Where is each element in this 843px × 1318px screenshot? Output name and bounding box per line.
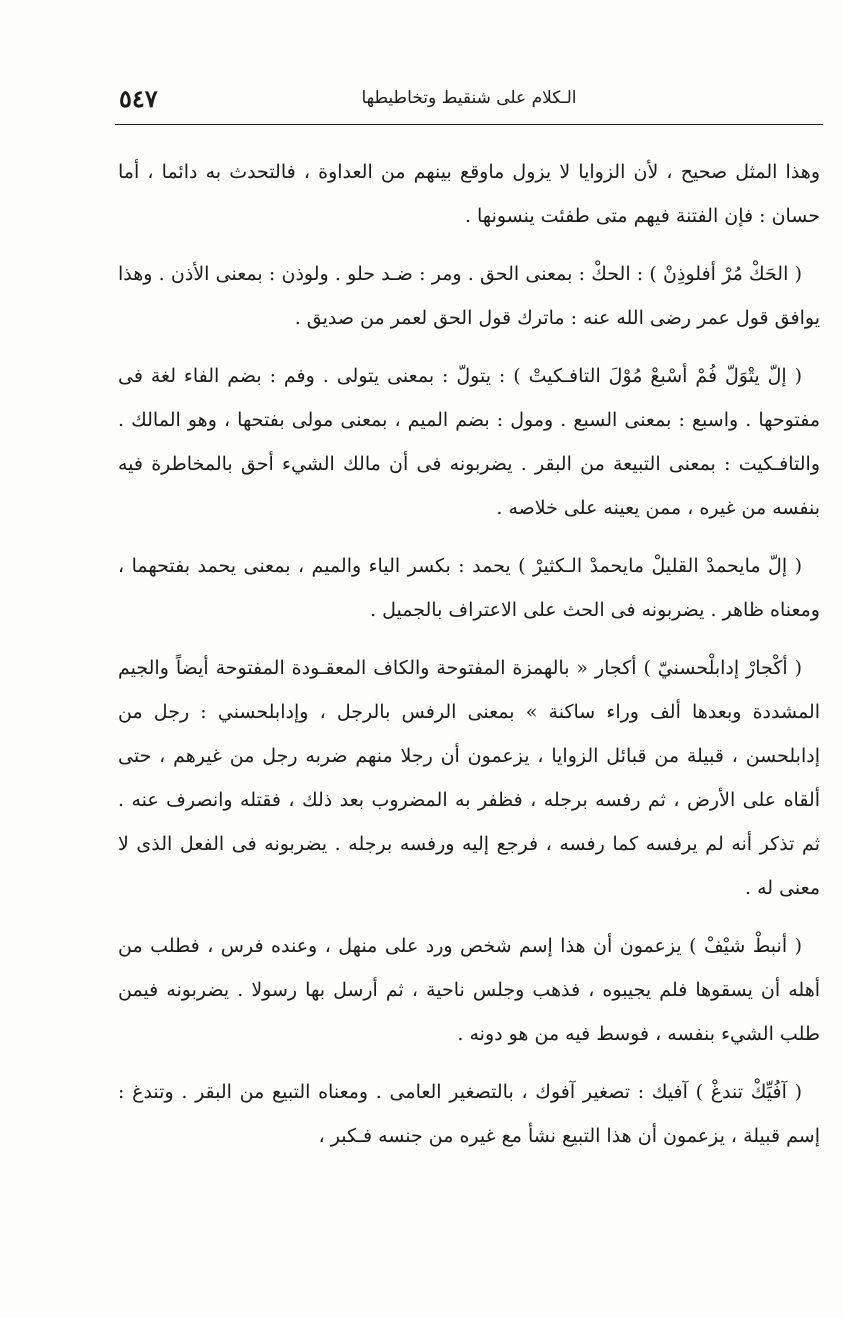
paragraph-proverb-anbat: ( أنبطْ شيْفْ ) يزعمون أن هذا إسم شخص ورد على منهل ، وعنده فرس ، فطلب من أهله أن يسقوها فلم يجيبوه ، فذهب وجلس ناحية ، ثم أرسل بها رسولا . يضربونه فيمن طلب الشيء بنفسه ، فوسط فيه من هو دونه . bbox=[118, 935, 820, 1045]
page-number: ٥٤٧ bbox=[119, 84, 158, 113]
paragraph-proverb-afayyik: ( آفُيِّكْ تندغْ ) آفيك : تصغير آفوك ، بالتصغير العامى . ومعناه التبيع من البقر . وتندغ : إسم قبيلة ، يزعمون أن هذا التبيع نشأ مع غيره من جنسه فـكبر ، bbox=[118, 1081, 820, 1147]
paragraph-proverb-haq: ( الحَكْ مُرْ أفلوذِنْ ) : الحكْ : بمعنى الحق . ومر : ضـد حلو . ولوذن : بمعنى الأذن . وهذا يوافق قول عمر رضى الله عنه : ماترك قول الحق لعمر من صديق . bbox=[118, 263, 820, 329]
paragraph-proverb-yatawal: ( إلّ يتْوَلّ فُمْ أسْبعْ مُوْلَ التافـكيتْ ) : يتولّ : بمعنى يتولى . وفم : بضم الفاء لغة فى مفتوحها . واسبع : بمعنى السبع . ومول : بضم الميم ، بمعنى مولى بفتحها ، وهو المالك . والتافـكيت : بمعنى التبيعة من البقر . يضربونه فى أن مالك الشيء أحق بالمخاطرة فيه بنفسه من غيره ، ممن يعينه على خلاصه . bbox=[118, 365, 820, 519]
paragraph-proverb-yahmad: ( إلّ مايحمدْ القليلْ مايحمدْ الـكثيرْ ) يحمد : بكسر الياء والميم ، بمعنى يحمد بفتحهما ، ومعناه ظاهر . يضربونه فى الحث على الاعتراف بالجميل . bbox=[118, 555, 820, 621]
paragraph-proverb-akjar: ( أكْجارْ إدابلْحسنيّ ) أكجار « بالهمزة المفتوحة والكاف المعقـودة المفتوحة أيضاً والجيم المشددة وبعدها ألف وراء ساكنة » بمعنى الرفس بالرجل ، وإدابلحسني : رجل من إدابلحسن ، قبيلة من قبائل الزوايا ، يزعمون أن رجلا منهم ضربه رجل من غيرهم ، حتى ألقاه على الأرض ، ثم رفسه برجله ، فظفر به المضروب بعد ذلك ، فقتله وانصرف عنه . ثم تذكر أنه لم يرفسه كما رفسه ، فرجع إليه ورفسه برجله . يضربونه فى الفعل الذى لا معنى له . bbox=[118, 657, 820, 899]
paragraph-intro: وهذا المثل صحيح ، لأن الزوايا لا يزول ماوقع بينهم من العداوة ، فالتحدث به دائما ، أما حسان : فإن الفتنة فيهم متى طفئت ينسونها . bbox=[118, 161, 820, 227]
body-text bbox=[118, 150, 820, 1172]
header-title: الـكلام على شنقيط وتخاطيطها bbox=[361, 88, 577, 108]
running-header bbox=[115, 84, 823, 120]
header-rule bbox=[115, 124, 823, 125]
